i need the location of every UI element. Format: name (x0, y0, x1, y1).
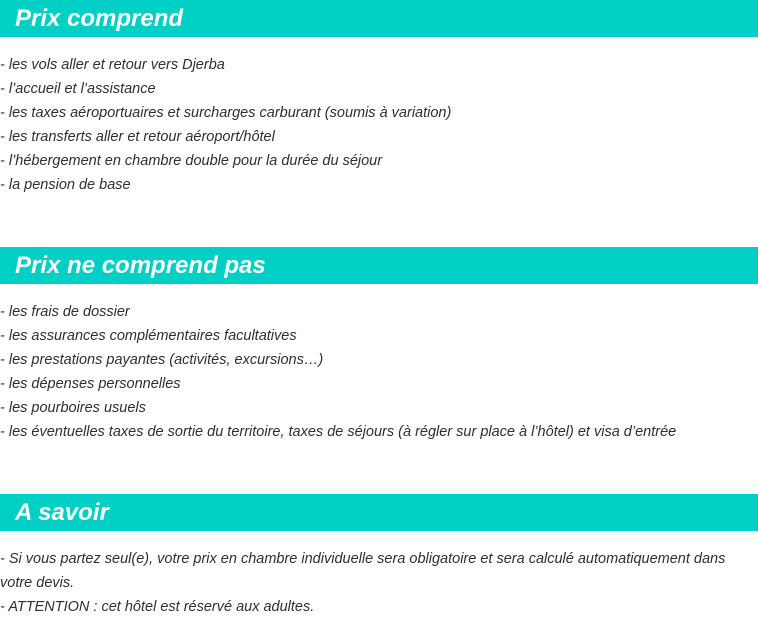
list-item: - les pourboires usuels (0, 400, 146, 416)
list-item: - les vols aller et retour vers Djerba (0, 57, 225, 73)
list-item: - les assurances complémentaires facultatives (0, 328, 297, 344)
section-title: A savoir (15, 499, 109, 526)
section-a-savoir (0, 494, 758, 531)
list-item: - les taxes aéroportuaires et surcharges carburant (soumis à variation) (0, 105, 452, 121)
list-item: - les dépenses personnelles (0, 376, 181, 392)
section-prix-comprend (0, 0, 758, 37)
list-item: - les frais de dossier (0, 304, 130, 320)
not-included-list (0, 300, 758, 444)
list-item: - les éventuelles taxes de sortie du territoire, taxes de séjours (à régler sur place à l’hôtel) et visa d’entrée (0, 424, 677, 440)
section-prix-ne-comprend-pas (0, 247, 758, 284)
list-item: - la pension de base (0, 177, 131, 193)
section-header-bar (0, 247, 758, 284)
info-paragraph: - ATTENTION : cet hôtel est réservé aux adultes. (0, 599, 315, 615)
included-list (0, 53, 758, 197)
list-item: - l’hébergement en chambre double pour la durée du séjour (0, 153, 383, 169)
section-header-bar (0, 494, 758, 531)
list-item: - les transferts aller et retour aéroport/hôtel (0, 129, 275, 145)
list-item: - l’accueil et l’assistance (0, 81, 156, 97)
list-item: - les prestations payantes (activités, excursions…) (0, 352, 324, 368)
section-header-bar (0, 0, 758, 37)
section-title: Prix ne comprend pas (15, 252, 266, 279)
info-paragraph: - Si vous partez seul(e), votre prix en chambre individuelle sera obligatoire et sera calculé automatiquement dans votre devis. (0, 551, 726, 591)
section-title: Prix comprend (15, 5, 184, 32)
